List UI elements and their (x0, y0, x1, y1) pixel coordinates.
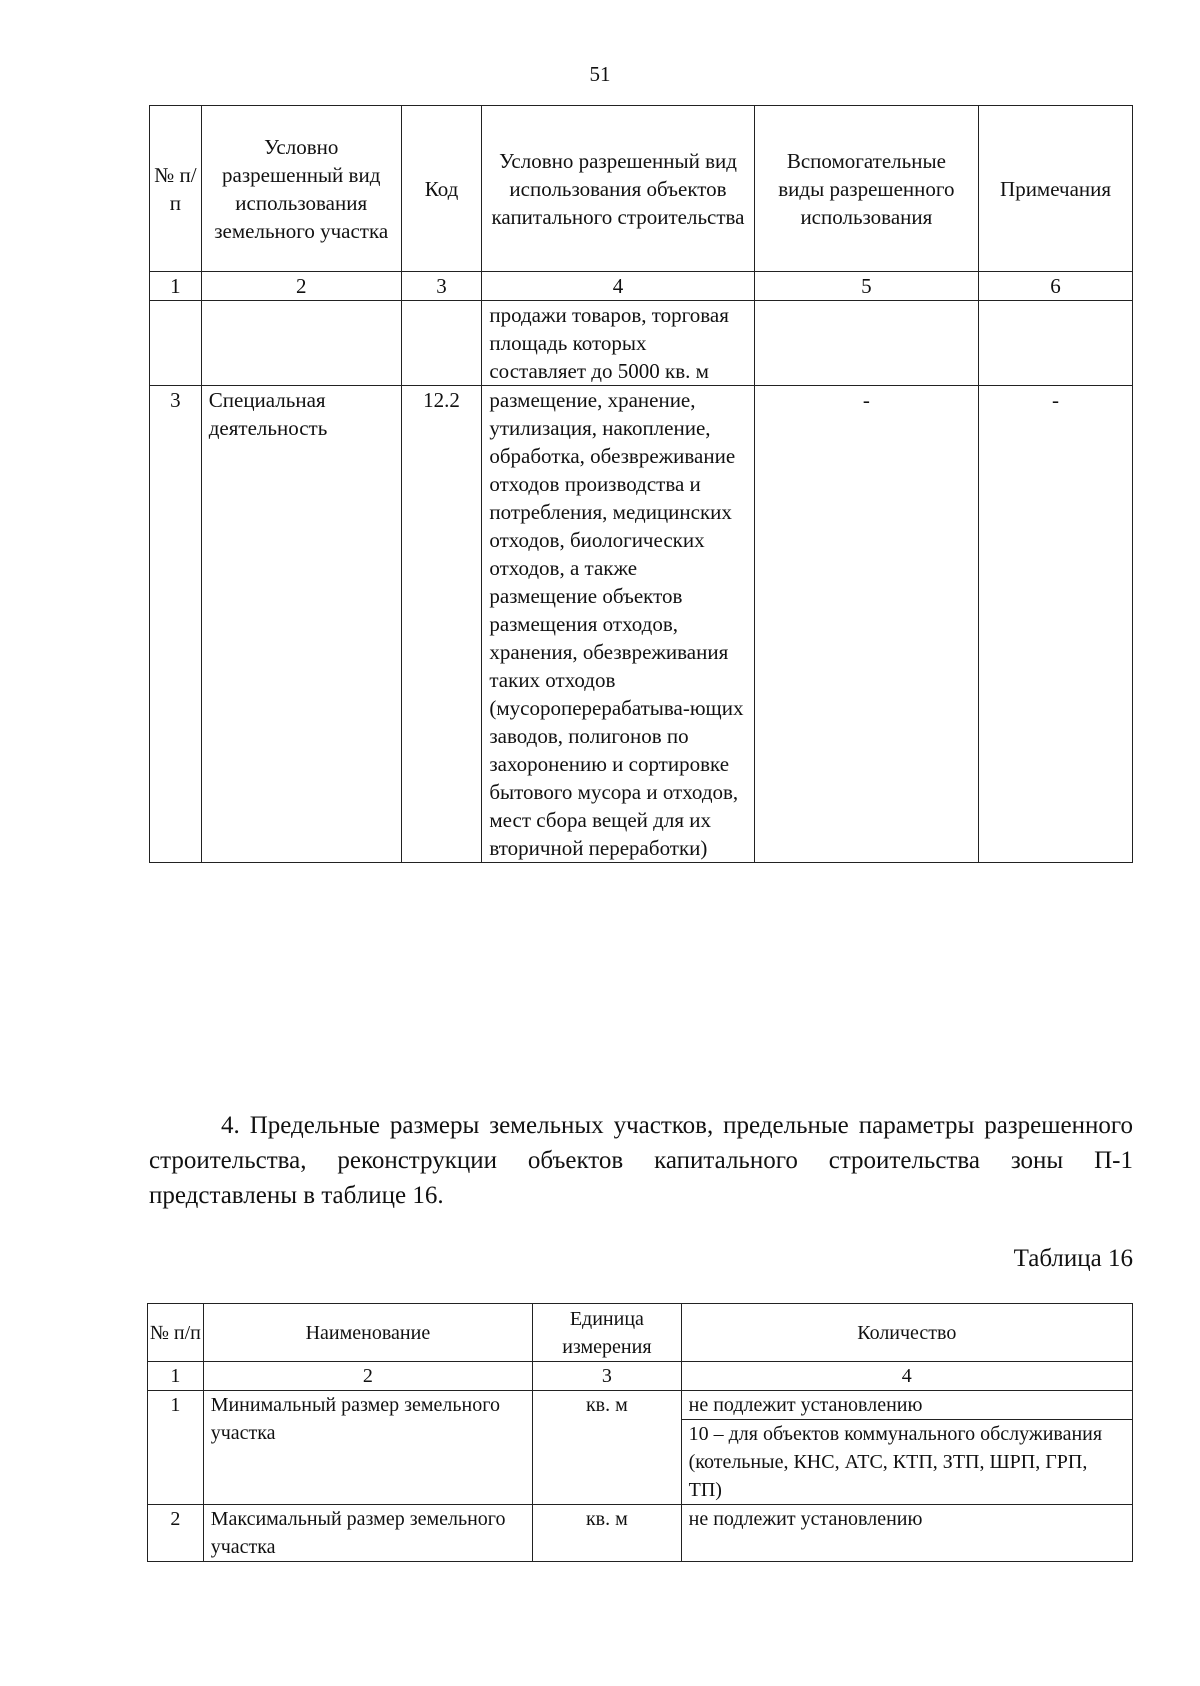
column-number: 2 (203, 1362, 532, 1391)
table-header-row (148, 1304, 1133, 1362)
column-number-row (148, 1362, 1133, 1391)
header-name: Наименование (203, 1304, 532, 1362)
empty-cell (201, 301, 401, 386)
table-caption: Таблица 16 (1013, 1245, 1133, 1272)
column-number: 1 (148, 1362, 204, 1391)
land-use-table (149, 105, 1133, 863)
column-number: 1 (150, 272, 202, 301)
page-number: 51 (589, 62, 611, 86)
header-unit: Единица измерения (533, 1304, 682, 1362)
continuation-text: продажи товаров, торговая площадь которых составляет до 5000 кв. м (482, 301, 754, 386)
parameter-name: Минимальный размер земельного участка (203, 1391, 532, 1505)
parameters-table (147, 1303, 1133, 1562)
header-number: № п/п (150, 106, 202, 272)
header-building-use-type: Условно разрешенный вид использования объектов капитального строительства (482, 106, 754, 272)
header-land-use-type: Условно разрешенный вид использования земельного участка (201, 106, 401, 272)
empty-cell (150, 301, 202, 386)
land-use-code: 12.2 (401, 386, 482, 863)
notes-value: - (979, 386, 1133, 863)
row-number: 3 (150, 386, 202, 863)
parameter-value: не подлежит установлению (681, 1391, 1132, 1420)
column-number: 4 (482, 272, 754, 301)
header-auxiliary-uses: Вспомогательные виды разрешенного использования (754, 106, 978, 272)
empty-cell (979, 301, 1133, 386)
column-number: 2 (201, 272, 401, 301)
column-number-row (150, 272, 1133, 301)
column-number: 6 (979, 272, 1133, 301)
table-row (150, 386, 1133, 863)
land-use-description: размещение, хранение, утилизация, накопление, обработка, обезвреживание отходов производства и потребления, медицинских отходов, биологических отходов, а также размещение объектов размещения отходов, хранения, обезвреживания таких отходов (мусороперерабатыва-ющих заводов, полигонов по захоронению и сортировке бытового мусора и отходов, мест сбора вещей для их вторичной переработки) (482, 386, 754, 863)
table-row (148, 1505, 1133, 1562)
row-number: 1 (148, 1391, 204, 1505)
parameter-value: не подлежит установлению (681, 1505, 1132, 1562)
table-row (150, 301, 1133, 386)
header-quantity: Количество (681, 1304, 1132, 1362)
table-header-row (150, 106, 1133, 272)
header-code: Код (401, 106, 482, 272)
header-notes: Примечания (979, 106, 1133, 272)
column-number: 3 (401, 272, 482, 301)
parameter-unit: кв. м (533, 1505, 682, 1562)
parameter-name: Максимальный размер земельного участка (203, 1505, 532, 1562)
table-row (148, 1391, 1133, 1420)
empty-cell (754, 301, 978, 386)
auxiliary-uses-value: - (754, 386, 978, 863)
row-number: 2 (148, 1505, 204, 1562)
column-number: 5 (754, 272, 978, 301)
column-number: 3 (533, 1362, 682, 1391)
column-number: 4 (681, 1362, 1132, 1391)
parameter-value: 10 – для объектов коммунального обслуживания (котельные, КНС, АТС, КТП, ЗТП, ШРП, ГРП, ТП) (681, 1420, 1132, 1505)
header-number: № п/п (148, 1304, 204, 1362)
empty-cell (401, 301, 482, 386)
land-use-name: Специальная деятельность (201, 386, 401, 863)
body-paragraph: 4. Предельные размеры земельных участков, предельные параметры разрешенного строительства, реконструкции объектов капитального строительства зоны П-1 представлены в таблице 16. (149, 1112, 1133, 1209)
parameter-unit: кв. м (533, 1391, 682, 1505)
